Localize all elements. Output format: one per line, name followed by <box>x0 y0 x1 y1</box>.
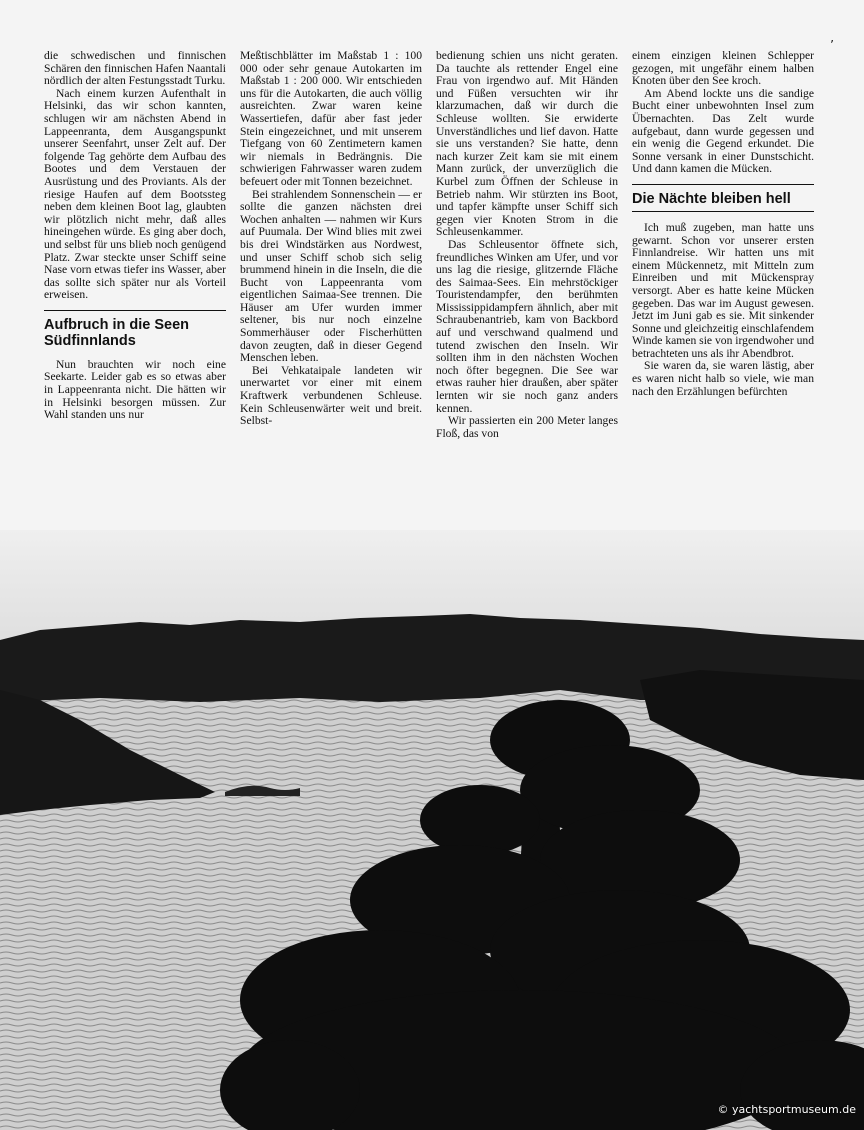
lake-scene-illustration <box>0 530 864 1130</box>
column-1 <box>44 50 226 520</box>
article-columns <box>44 50 816 520</box>
paragraph: Ich muß zugeben, man hatte uns gewarnt. Schon vor unserer ersten Finnlandreise. Wir hatten uns mit einem Mückennetz, mit Mitteln zum Einreiben und mit Mückenspray versorgt. Aber es hatte keine Mücken gegeben. Das war im August gewesen. Jetzt im Juni gab es sie. Mit sinkender Sonne und gleichzeitig einschlafendem Winde kamen sie von irgendwoher und betrachteten uns als ihr Abendbrot. <box>632 220 814 360</box>
paragraph: Bei strahlendem Sonnenschein — er sollte die ganzen nächsten drei Wochen anhalten — nahmen wir Kurs auf Puumala. Der Wind blies mit zwei bis drei Windstärken aus Nordwest, und unser Schiff schob sich selig brummend hinein in die Inseln, die die Bucht von Lappeenranta vom eigentlichen Saimaa-See trennen. Die Häuser am Ufer wurden immer seltener, bis nur noch einzelne Sommerhäuser oder Fischerhütten davon zeugten, daß in dieser Gegend Menschen leben. <box>240 187 422 365</box>
paragraph: bedienung schien uns nicht geraten. Da tauchte als rettender Engel eine Frau von irgendwo auf. Mit Händen und Füßen versuchten wir ihr klarzumachen, daß wir durch die Schleuse wollten. Sie erwiderte Unverständliches und lief davon. Hatte sie uns verstanden? Sie hatte, denn nach kurzer Zeit kam sie mit einem Mann zurück, der unverzüglich die Kurbel zum Öffnen der Schleuse in Betrieb nahm. Wir stürzten ins Boot, und tapfer kämpfte unser Schiff sich gegen vier Knoten Strom in die Schleusenkammer. <box>436 49 618 239</box>
section-heading: Aufbruch in die Seen Südfinnlands <box>44 310 226 349</box>
photo-credit: © yachtsportmuseum.de <box>717 1103 856 1116</box>
paragraph: Am Abend lockte uns die sandige Bucht einer unbewohnten Insel zum Übernachten. Das Zelt wurde aufgebaut, dann wurde gegessen und ein wenig die Gegend erkundet. Die Sonne versank in einer Dunstschicht. Und dann kamen die Mücken. <box>632 86 814 176</box>
paragraph: Bei Vehkataipale landeten wir unerwartet vor einer mit einem Kraftwerk verbundenen Schleuse. Kein Schleusenwärter weit und breit. Selbst- <box>240 363 422 428</box>
column-3 <box>436 50 618 520</box>
lake-photograph <box>0 530 864 1130</box>
corner-mark: ’ <box>830 38 834 52</box>
paragraph: Nach einem kurzen Aufenthalt in Helsinki, das wir schon kannten, schlugen wir am nächsten Abend in Lappeenranta, dem Ausgangspunkt unserer Seenfahrt, unser Zelt auf. Der folgende Tag gehörte dem Aufbau des Bootes und dem Verstauen der Ausrüstung und des Proviants. Als der riesige Haufen auf dem Bootssteg neben dem kleinen Boot lag, glaubten wir plötzlich nicht mehr, daß alles hineingehen würde. Es ging aber doch, und selbst für uns blieb noch genügend Platz. Zwar steckte unser Schiff seine Nase vorn etwas tiefer ins Wasser, aber das sollte sich später nur als Vorteil erweisen. <box>44 86 226 302</box>
paragraph: Wir passierten ein 200 Meter langes Floß, das von <box>436 414 618 440</box>
paragraph: einem einzigen kleinen Schlepper gezogen, mit ungefähr einem halben Knoten über den See kroch. <box>632 49 814 88</box>
paragraph: Sie waren da, sie waren lästig, aber es waren nicht halb so viele, wie man nach den Erzählungen befürchten <box>632 359 814 398</box>
paragraph: Nun brauchten wir noch eine Seekarte. Leider gab es so etwas aber in Lappeenranta nicht. Die hätten wir in Helsinki besorgen müssen. Zur Wahl standen uns nur <box>44 357 226 422</box>
paragraph: die schwedischen und finnischen Schären den finnischen Hafen Naantali nördlich der alten Festungsstadt Turku. <box>44 49 226 88</box>
paragraph: Meßtischblätter im Maßstab 1 : 100 000 oder sehr genaue Autokarten im Maßstab 1 : 200 000. Wir entschieden uns für die Autokarten, die auch völlig ausreichten. Zwar waren keine Wassertiefen, dafür aber fast jeder Stein eingezeichnet, und mit unserem Tiefgang von 60 Zentimetern kamen wir niemals in Bedrängnis. Die schwierigen Fahrwasser waren zudem befeuert oder mit Tonnen bezeichnet. <box>240 49 422 188</box>
column-4 <box>632 50 814 520</box>
paragraph: Das Schleusentor öffnete sich, freundliches Winken am Ufer, und vor uns lag die riesige, glitzernde Fläche des Saimaa-Sees. Ein mehrstöckiger Touristendampfer, den berühmten Mississippidampfern ähnlich, aber mit Schraubenantrieb, kam von Backbord auf und verschwand qualmend und tutend zwischen den Inseln. Wir sollten ihm in den nächsten Wochen noch öfter begegnen. Die See war etwas rauher hier draußen, aber später lernten wir sie noch ganz anders kennen. <box>436 237 618 415</box>
column-2 <box>240 50 422 520</box>
section-heading: Die Nächte bleiben hell <box>632 184 814 212</box>
